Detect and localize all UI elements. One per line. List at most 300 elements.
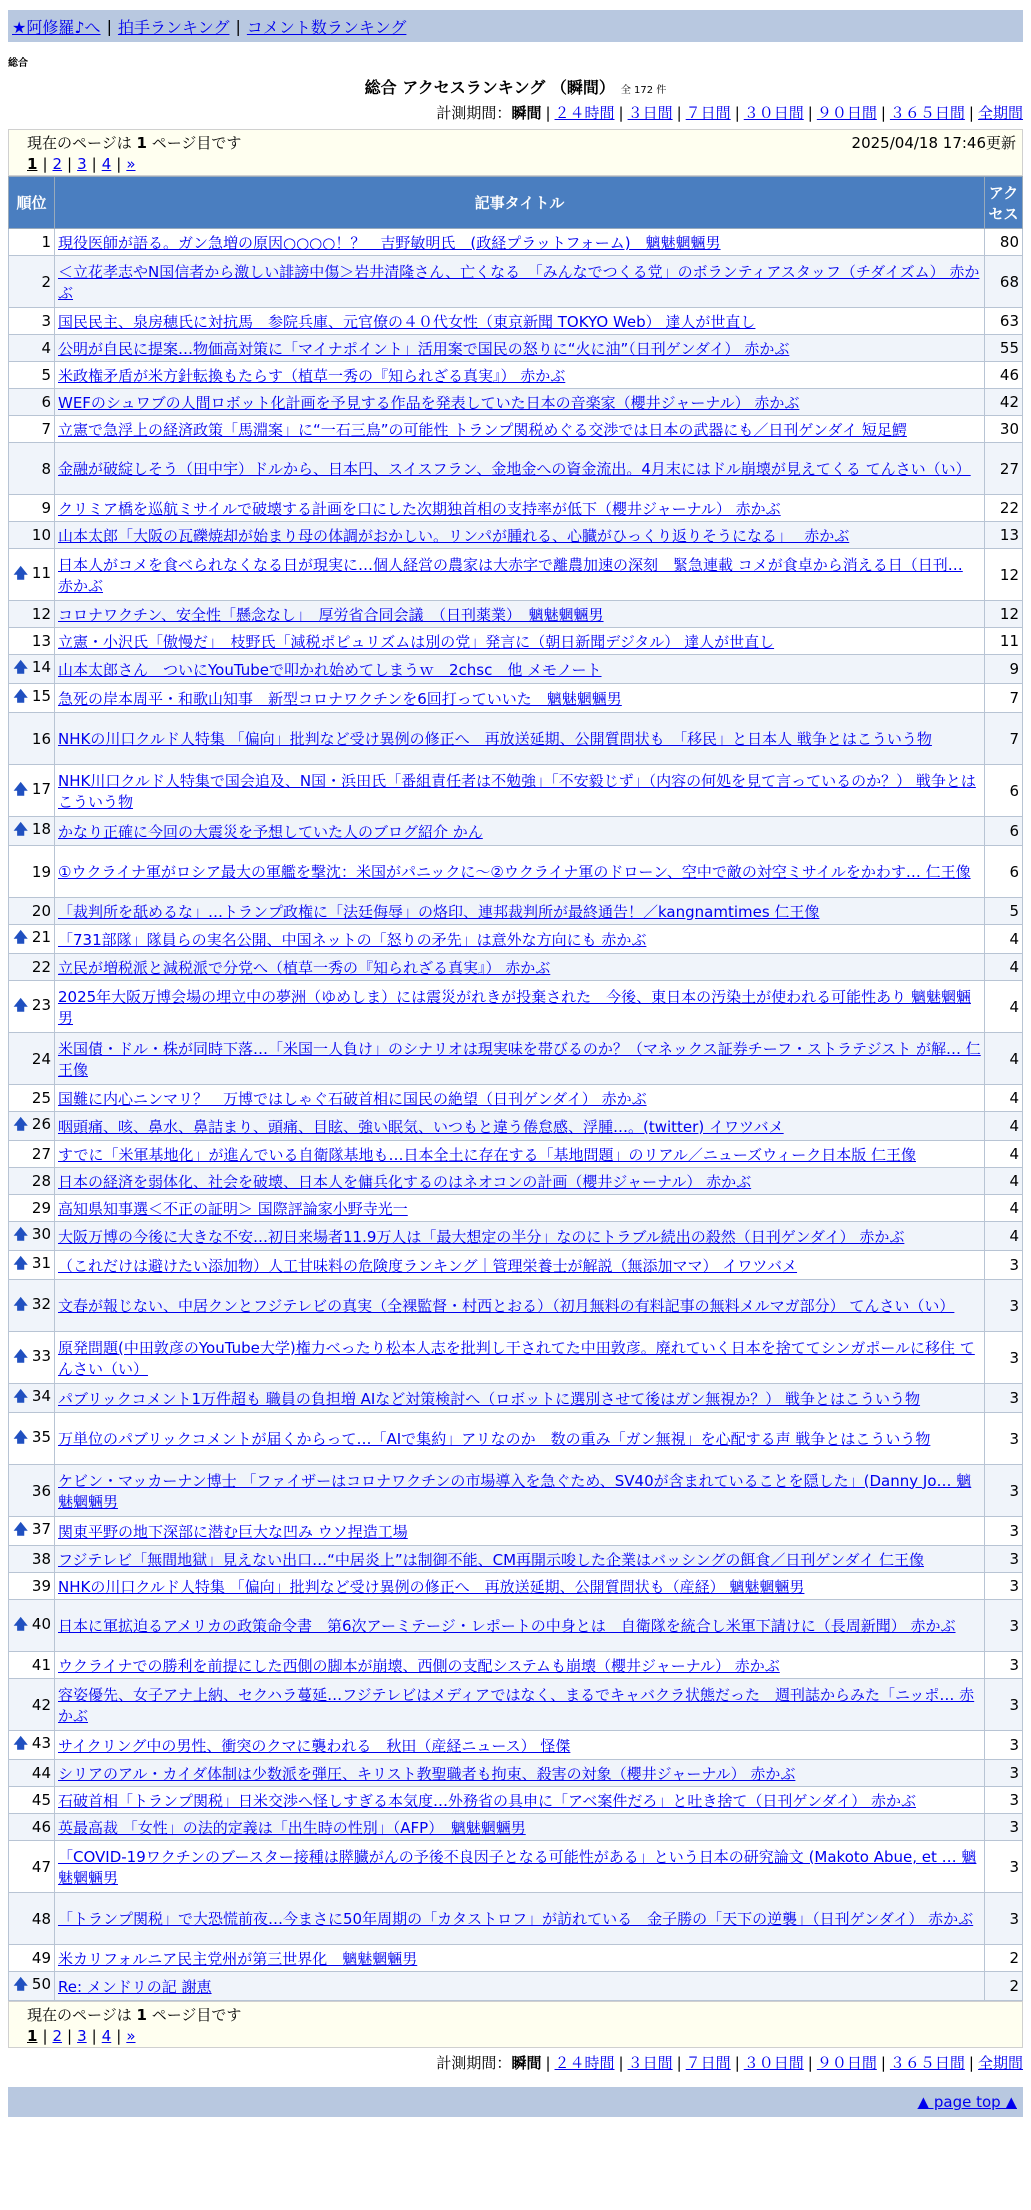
title-cell (55, 229, 985, 256)
nav-separator: | (106, 16, 112, 36)
rank-cell (9, 898, 55, 925)
title-cell (55, 846, 985, 898)
table-row (9, 1679, 1023, 1731)
rank-cell (9, 549, 55, 601)
home-link[interactable]: ★阿修羅♪へ (12, 17, 101, 37)
article-link[interactable]: 立憲で急浮上の経済政策「馬淵案」に“一石三鳥”の可能性 トランプ関税めぐる交渉では日本の武器にも／日刊ゲンダイ 短足鰐 (58, 420, 907, 439)
article-link[interactable]: 米政権矛盾が米方針転換もたらす（植草一秀の『知られざる真実』） 赤かぶ (58, 366, 566, 385)
rank-number: 40 (31, 1614, 51, 1633)
period-label: 計測期間： (436, 104, 512, 122)
rank-number: 17 (31, 779, 51, 798)
rank-cell (9, 1787, 55, 1814)
rank-number: 32 (31, 1294, 51, 1313)
pager-text: 現在のページは (27, 134, 137, 152)
access-count: 4 (985, 1141, 1023, 1168)
rank-cell (9, 1573, 55, 1600)
access-count: 68 (985, 256, 1023, 308)
article-link[interactable]: 立憲・小沢氏「傲慢だ」 枝野氏「減税ポピュリズムは別の党」発言に（朝日新聞デジタル） 達人が世直し (58, 632, 775, 651)
title-cell (55, 817, 985, 846)
access-count: 3 (985, 1787, 1023, 1814)
access-count: 3 (985, 1546, 1023, 1573)
rank-number: 29 (31, 1199, 51, 1217)
rank-cell (9, 1112, 55, 1141)
up-arrow-icon: 🡅 (13, 1429, 28, 1446)
article-link[interactable]: 国難に内心ニンマリ？ 万博ではしゃぐ石破首相に国民の絶望（日刊ゲンダイ） 赤かぶ (58, 1089, 647, 1108)
table-row (9, 1465, 1023, 1517)
article-link[interactable]: 急死の岸本周平・和歌山知事 新型コロナワクチンを6回打っていいた 魑魅魍魎男 (58, 689, 622, 708)
table-row (9, 1112, 1023, 1141)
table-row (9, 1384, 1023, 1413)
title-cell (55, 1945, 985, 1972)
access-count: 42 (985, 389, 1023, 416)
table-row (9, 308, 1023, 335)
article-link[interactable]: 英最高裁 「女性」の法的定義は「出生時の性別」（AFP） 魑魅魍魎男 (58, 1818, 526, 1837)
title-cell (55, 1251, 985, 1280)
rank-number: 10 (31, 526, 51, 544)
period-link[interactable]: ９０日間 (816, 2054, 877, 2072)
up-arrow-icon: 🡅 (13, 822, 28, 838)
access-count: 3 (985, 1280, 1023, 1332)
period-link[interactable]: ７日間 (685, 104, 731, 122)
page-top-link[interactable]: ▲ page top ▲ (917, 2093, 1017, 2111)
section-label: 総合 (8, 58, 28, 69)
rank-cell (9, 522, 55, 549)
page-separator: | (116, 2027, 122, 2045)
comment-ranking-link[interactable]: コメント数ランキング (246, 17, 407, 37)
title-cell (55, 1384, 985, 1413)
article-link[interactable]: 万単位のパブリックコメントが届くからって…「AIで集約」アリなのか 数の重み「ガン無視」を心配する声 戦争とはこういう物 (58, 1430, 931, 1448)
period-separator: | (880, 2054, 886, 2072)
pager-status (27, 2004, 241, 2025)
rank-number: 46 (31, 1818, 51, 1836)
title-cell (55, 1679, 985, 1731)
rank-number: 25 (31, 1089, 51, 1107)
pager-text: ページ目です (146, 134, 242, 152)
article-link[interactable]: 高知県知事選＜不正の証明＞ 国際評論家小野寺光一 (58, 1199, 408, 1218)
table-row (9, 1413, 1023, 1465)
title-cell (55, 1652, 985, 1679)
table-row (9, 981, 1023, 1033)
rank-cell (9, 256, 55, 308)
period-link[interactable]: ３日間 (627, 104, 673, 122)
article-link[interactable]: パブリックコメント1万件超も 職員の負担増 AIなど対策検討へ（ロボットに選別させて後はガン無視か？） 戦争とはこういう物 (58, 1389, 921, 1408)
article-link[interactable]: 「COVID-19ワクチンのブースター接種は膵臓がんの予後不良因子となる可能性がある」という日本の研究論文 (Makoto Abue, et … 魑魅魍魎男 (58, 1847, 977, 1887)
table-row (9, 1600, 1023, 1652)
article-link[interactable]: 大阪万博の今後に大きな不安…初日来場者11.9万人は「最大想定の半分」なのにトラブル続出の殺然（日刊ゲンダイ） 赤かぶ (58, 1227, 905, 1246)
access-header: アクセス (985, 177, 1023, 229)
page-separator: | (91, 155, 97, 173)
article-link[interactable]: 咽頭痛、咳、鼻水、鼻詰まり、頭痛、目眩、強い眠気、いつもと違う倦怠感、浮腫…。(twitter) イワツバメ (58, 1117, 784, 1136)
period-link[interactable]: ３日間 (627, 2054, 673, 2072)
rank-number: 44 (31, 1764, 51, 1782)
pager-box (8, 129, 1023, 176)
period-separator: | (807, 2054, 813, 2072)
rank-cell (9, 1760, 55, 1787)
pager-text: 現在のページは (27, 2006, 137, 2024)
article-link[interactable]: コロナワクチン、安全性「懸念なし」 厚労省合同会議 （日刊薬業） 魑魅魍魎男 (58, 605, 604, 624)
access-count: 63 (985, 308, 1023, 335)
title-cell (55, 1731, 985, 1760)
period-link[interactable]: ３６５日間 (889, 104, 965, 122)
table-row (9, 628, 1023, 655)
table-row (9, 1195, 1023, 1222)
rank-cell (9, 1195, 55, 1222)
rank-number: 5 (41, 366, 51, 384)
title-cell (55, 1465, 985, 1517)
article-link[interactable]: ＜立花孝志やN国信者から激しい誹謗中傷＞岩井清隆さん、亡くなる 「みんなでつくる党」のボランティアスタッフ（チダイズム） 赤かぶ (58, 262, 980, 302)
period-link[interactable]: ３６５日間 (889, 2054, 965, 2072)
article-link[interactable]: 公明が自民に提案…物価高対策に「マイナポイント」活用案で国民の怒りに“火に油”（日刊ゲンダイ） 赤かぶ (58, 339, 790, 358)
up-arrow-icon: 🡅 (13, 689, 28, 705)
access-count: 3 (985, 1841, 1023, 1893)
access-count: 3 (985, 1465, 1023, 1517)
title-cell (55, 1546, 985, 1573)
rank-cell (9, 1893, 55, 1945)
title-cell (55, 308, 985, 335)
table-row (9, 256, 1023, 308)
period-separator: | (545, 104, 551, 122)
rank-number: 36 (31, 1481, 51, 1500)
rank-number: 38 (31, 1550, 51, 1568)
period-link[interactable]: ２４時間 (554, 2054, 615, 2072)
table-row (9, 389, 1023, 416)
article-link[interactable]: Re: メンドリの記 謝恵 (58, 1977, 212, 1996)
title-cell (55, 1332, 985, 1384)
period-separator: | (545, 2054, 551, 2072)
rank-cell (9, 389, 55, 416)
article-link[interactable]: 「トランプ関税」で大恐慌前夜…今まさに50年周期の「カタストロフ」が訪れている 金子勝の「天下の逆襲」（日刊ゲンダイ） 赤かぶ (58, 1910, 974, 1928)
rank-cell (9, 1413, 55, 1465)
rank-cell (9, 601, 55, 628)
access-count: 4 (985, 1168, 1023, 1195)
rank-cell (9, 817, 55, 846)
page-separator: | (116, 155, 122, 173)
access-count: 3 (985, 1814, 1023, 1841)
article-link[interactable]: 文春が報じない、中居クンとフジテレビの真実（全裸監督・村西とおる）（初月無料の有料記事の無料メルマガ部分） てんさい（い） (58, 1297, 955, 1315)
article-link[interactable]: 米国債・ドル・株が同時下落…「米国一人負け」のシナリオは現実味を帯びるのか？（マネックス証券チーフ・ストラテジスト が解… 仁王像 (58, 1039, 981, 1079)
article-link[interactable]: WEFのシュワブの人間ロボット化計画を予見する作品を発表していた日本の音楽家（櫻井ジャーナル） 赤かぶ (58, 393, 800, 412)
access-count: 6 (985, 846, 1023, 898)
up-arrow-icon: 🡅 (13, 1348, 28, 1365)
title-cell (55, 443, 985, 495)
rank-cell (9, 1972, 55, 2001)
access-count: 7 (985, 684, 1023, 713)
rank-cell (9, 495, 55, 522)
rank-number: 24 (31, 1049, 51, 1068)
article-link[interactable]: 日本人がコメを食べられなくなる日が現実に…個人経営の農家は大赤字で離農加速の深刻 緊急連載 コメが食卓から消える日（日刊… 赤かぶ (58, 555, 963, 595)
rank-number: 6 (41, 393, 51, 411)
total-count: 全 172 件 (620, 85, 667, 96)
article-link[interactable]: 関東平野の地下深部に潜む巨大な凹み ウソ捏造工場 (58, 1522, 408, 1541)
article-link[interactable]: クリミア橋を巡航ミサイルで破壊する計画を口にした次期独首相の支持率が低下（櫻井ジャーナル） 赤かぶ (58, 499, 781, 518)
clap-ranking-link[interactable]: 拍手ランキング (117, 17, 230, 37)
page-title (8, 75, 1023, 98)
period-link[interactable]: ３０日間 (743, 2054, 804, 2072)
rank-number: 12 (31, 605, 51, 623)
title-cell (55, 1195, 985, 1222)
article-link[interactable]: ケビン・マッカーナン博士 「ファイザーはコロナワクチンの市場導入を急ぐため、SV40が含まれていることを隠した」(Danny Jo… 魑魅魍魎男 (58, 1471, 972, 1511)
rank-number: 39 (31, 1577, 51, 1595)
period-separator: | (676, 104, 682, 122)
access-count: 80 (985, 229, 1023, 256)
rank-number: 23 (31, 995, 51, 1014)
title-header: 記事タイトル (55, 177, 985, 229)
title-cell (55, 765, 985, 817)
up-arrow-icon: 🡅 (13, 565, 28, 582)
title-cell (55, 981, 985, 1033)
access-count: 6 (985, 765, 1023, 817)
access-count: 6 (985, 817, 1023, 846)
rank-header: 順位 (9, 177, 55, 229)
period-label: 計測期間： (436, 2054, 512, 2072)
pager-status-row (27, 132, 1016, 153)
article-link[interactable]: 2025年大阪万博会場の埋立中の夢洲（ゆめしま）には震災がれきが投棄された 今後、東日本の汚染土が使われる可能性あり 魑魅魍魎男 (58, 987, 971, 1027)
article-link[interactable]: かなり正確に今回の大震災を予想していた人のブログ紹介 かん (58, 822, 483, 841)
table-row (9, 765, 1023, 817)
rank-number: 21 (31, 928, 51, 946)
article-link[interactable]: ウクライナでの勝利を前提にした西側の脚本が崩壊、西側の支配システムも崩壊（櫻井ジャーナル） 赤かぶ (58, 1656, 780, 1675)
title-cell (55, 1573, 985, 1600)
period-link[interactable]: ３０日間 (743, 104, 804, 122)
article-link[interactable]: ①ウクライナ軍がロシア最大の軍艦を撃沈：米国がパニックに～②ウクライナ軍のドローン、空中で敵の対空ミサイルをかわす… 仁王像 (58, 863, 971, 881)
rank-number: 15 (31, 687, 51, 705)
rank-cell (9, 229, 55, 256)
access-count: 2 (985, 1945, 1023, 1972)
article-link[interactable]: 山本太郎「大阪の瓦礫焼却が始まり母の体調がおかしい。リンパが腫れる、心臓がひっくり返りそうになる」 赤かぶ (58, 526, 850, 545)
access-count: 7 (985, 713, 1023, 765)
title-cell (55, 1517, 985, 1546)
table-row (9, 655, 1023, 684)
updated-timestamp: 2025/04/18 17:46更新 (851, 134, 1016, 152)
table-row (9, 1168, 1023, 1195)
title-cell (55, 362, 985, 389)
access-count: 2 (985, 1972, 1023, 2001)
article-link[interactable]: 容姿優先、女子アナ上納、セクハラ蔓延…フジテレビはメディアではなく、まるでキャバクラ状態だった 週刊誌からみた「ニッポ… 赤かぶ (58, 1685, 975, 1725)
table-row (9, 1760, 1023, 1787)
rank-cell (9, 1168, 55, 1195)
rank-number: 35 (31, 1427, 51, 1446)
rank-number: 27 (31, 1145, 51, 1163)
page-separator: | (42, 2027, 48, 2045)
article-link[interactable]: （これだけは避けたい添加物）人工甘味料の危険度ランキング｜管理栄養士が解説（無添加ママ） イワツバメ (58, 1256, 798, 1275)
page-link[interactable]: 3 (77, 155, 87, 173)
period-separator: | (968, 2054, 974, 2072)
access-count: 4 (985, 954, 1023, 981)
article-link[interactable]: 石破首相「トランプ関税」日米交渉へ怪しすぎる本気度…外務省の具申に「アベ案件だろ」と吐き捨て（日刊ゲンダイ） 赤かぶ (58, 1791, 916, 1810)
rank-number: 9 (41, 499, 51, 517)
table-row (9, 846, 1023, 898)
nav-separator: | (235, 16, 241, 36)
table-row (9, 684, 1023, 713)
title-cell (55, 335, 985, 362)
page-separator: | (67, 155, 73, 173)
next-page-link[interactable]: » (126, 155, 136, 173)
access-count: 3 (985, 1517, 1023, 1546)
rank-number: 43 (31, 1734, 51, 1752)
article-link[interactable]: 山本太郎さん ついにYouTubeで叩かれ始めてしまうｗ 2chsc 他 メモノート (58, 660, 602, 679)
rank-number: 22 (31, 958, 51, 976)
period-separator: | (676, 2054, 682, 2072)
title-cell (55, 1168, 985, 1195)
pager-current-page: 1 (136, 134, 147, 152)
table-row (9, 1141, 1023, 1168)
rank-number: 8 (41, 459, 51, 478)
title-cell (55, 1841, 985, 1893)
rank-number: 47 (31, 1857, 51, 1876)
article-link[interactable]: 原発問題(中田敦彦のYouTube大学)権力べったり松本人志を批判し干されてた中田敦彦。廃れていく日本を捨ててシンガポールに移住 てんさい（い） (58, 1338, 975, 1378)
access-count: 4 (985, 925, 1023, 954)
title-cell (55, 495, 985, 522)
article-link[interactable]: 国民民主、泉房穂氏に対抗馬 参院兵庫、元官僚の４０代女性（東京新聞 TOKYO Web） 達人が世直し (58, 312, 756, 331)
period-link[interactable]: ９０日間 (816, 104, 877, 122)
pager-current-page: 1 (136, 2006, 147, 2024)
access-count: 4 (985, 1085, 1023, 1112)
rank-cell (9, 1945, 55, 1972)
rank-cell (9, 1600, 55, 1652)
article-link[interactable]: NHKの川口クルド人特集 「偏向」批判など受け異例の修正へ 再放送延期、公開質問状も（産経） 魑魅魍魎男 (58, 1577, 805, 1596)
article-link[interactable]: 米カリフォルニア民主党州が第三世界化 魑魅魍魎男 (58, 1949, 418, 1968)
period-separator: | (618, 104, 624, 122)
table-row (9, 495, 1023, 522)
period-link[interactable]: 全期間 (977, 2054, 1023, 2072)
rank-cell (9, 713, 55, 765)
title-cell (55, 1814, 985, 1841)
period-separator: | (734, 104, 740, 122)
article-link[interactable]: NHK川口クルド人特集で国会追及、N国・浜田氏「番組責任者は不勉強」「不安毅じず」（内容の何処を見て言っているのか？） 戦争とはこういう物 (58, 771, 976, 811)
title-cell (55, 601, 985, 628)
page-link[interactable]: 2 (52, 155, 63, 173)
table-row (9, 1731, 1023, 1760)
up-arrow-icon: 🡅 (13, 1977, 28, 1993)
article-link[interactable]: フジテレビ「無間地獄」見えない出口…“中居炎上”は制御不能、CM再開示唆した企業はバッシングの餌食／日刊ゲンダイ 仁王像 (58, 1550, 924, 1569)
rank-number: 14 (31, 658, 51, 676)
rank-number: 45 (31, 1791, 51, 1809)
table-row (9, 713, 1023, 765)
rank-cell (9, 846, 55, 898)
table-row (9, 443, 1023, 495)
title-cell (55, 1112, 985, 1141)
access-count: 46 (985, 362, 1023, 389)
table-row (9, 362, 1023, 389)
page-link[interactable]: 3 (77, 2027, 87, 2045)
article-link[interactable]: 「裁判所を舐めるな」…トランプ政権に「法廷侮辱」の烙印、連邦裁判所が最終通告！／kangnamtimes 仁王像 (58, 902, 820, 921)
rank-number: 16 (31, 729, 51, 748)
rank-number: 19 (31, 862, 51, 881)
table-row (9, 954, 1023, 981)
pagination (27, 2027, 1016, 2045)
page-link[interactable]: 2 (52, 2027, 63, 2045)
article-link[interactable]: サイクリング中の男性、衝突のクマに襲われる 秋田（産経ニュース） 怪傑 (58, 1736, 571, 1755)
top-nav-bar (8, 10, 1023, 42)
page-link[interactable]: 4 (101, 155, 112, 173)
pager-text: ページ目です (146, 2006, 242, 2024)
access-count: 12 (985, 549, 1023, 601)
pager-status-row (27, 2004, 1016, 2025)
table-row (9, 1033, 1023, 1085)
rank-cell (9, 765, 55, 817)
article-link[interactable]: NHKの川口クルド人特集 「偏向」批判など受け異例の修正へ 再放送延期、公開質問状も 「移民」と日本人 戦争とはこういう物 (58, 730, 932, 748)
title-cell (55, 898, 985, 925)
period-current: 瞬間 (511, 2054, 542, 2072)
period-link[interactable]: ２４時間 (554, 104, 615, 122)
rank-cell (9, 335, 55, 362)
page-separator: | (42, 155, 48, 173)
article-link[interactable]: 日本の経済を弱体化、社会を破壊、日本人を傭兵化するのはネオコンの計画（櫻井ジャーナル） 赤かぶ (58, 1172, 752, 1191)
title-cell (55, 684, 985, 713)
table-row (9, 1546, 1023, 1573)
title-cell (55, 256, 985, 308)
period-link[interactable]: 全期間 (977, 104, 1023, 122)
rank-cell (9, 1384, 55, 1413)
rank-number: 34 (31, 1387, 51, 1405)
table-row (9, 1841, 1023, 1893)
title-cell (55, 628, 985, 655)
rank-number: 41 (31, 1656, 51, 1674)
page-link[interactable]: 4 (101, 2027, 112, 2045)
access-count: 3 (985, 1384, 1023, 1413)
period-link[interactable]: ７日間 (685, 2054, 731, 2072)
rank-number: 13 (31, 632, 51, 650)
table-row (9, 1945, 1023, 1972)
rank-number: 4 (41, 339, 51, 357)
title-cell (55, 655, 985, 684)
rank-cell (9, 308, 55, 335)
up-arrow-icon: 🡅 (13, 781, 28, 798)
rank-cell (9, 925, 55, 954)
table-row (9, 601, 1023, 628)
table-row (9, 549, 1023, 601)
title-cell (55, 1893, 985, 1945)
article-link[interactable]: 金融が破綻しそう（田中宇）ドルから、日本円、スイスフラン、金地金への資金流出。4月末にはドル崩壊が見えてくる てんさい（い） (58, 460, 971, 478)
rank-number: 37 (31, 1520, 51, 1538)
rank-cell (9, 655, 55, 684)
access-count: 3 (985, 1413, 1023, 1465)
rank-number: 50 (31, 1975, 51, 1993)
up-arrow-icon: 🡅 (13, 1389, 28, 1405)
rank-cell (9, 1085, 55, 1112)
article-link[interactable]: 日本に軍拡迫るアメリカの政策命令書 第6次アーミテージ・レポートの中身とは 自衛隊を統合し米軍下請けに（長周新聞） 赤かぶ (58, 1617, 956, 1635)
period-separator: | (734, 2054, 740, 2072)
access-count: 12 (985, 601, 1023, 628)
period-selector (8, 102, 1023, 123)
rank-cell (9, 416, 55, 443)
rank-number: 28 (31, 1172, 51, 1190)
access-count: 5 (985, 898, 1023, 925)
rank-cell (9, 1546, 55, 1573)
title-cell (55, 522, 985, 549)
article-link[interactable]: すでに「米軍基地化」が進んでいる自衛隊基地も…日本全土に存在する「基地問題」のリアル／ニューズウィーク日本版 仁王像 (58, 1145, 916, 1164)
pager-box-bottom (8, 2001, 1023, 2048)
access-count: 55 (985, 335, 1023, 362)
ranking-title: 総合 アクセスランキング （瞬間） (364, 78, 615, 97)
title-cell (55, 1972, 985, 2001)
title-cell (55, 549, 985, 601)
access-count: 9 (985, 655, 1023, 684)
article-link[interactable]: 「731部隊」隊員らの実名公開、中国ネットの「怒りの矛先」は意外な方向にも 赤かぶ (58, 930, 647, 949)
next-page-link[interactable]: » (126, 2027, 136, 2045)
page-number-current: 1 (27, 2027, 38, 2045)
rank-number: 11 (31, 563, 51, 582)
page-separator: | (67, 2027, 73, 2045)
article-link[interactable]: 現役医師が語る。ガン急増の原因○○○○！？ 吉野敏明氏 (政経プラットフォーム) 魑魅魍魎男 (58, 233, 721, 252)
rank-cell (9, 443, 55, 495)
article-link[interactable]: 立民が増税派と減税派で分党へ（植草一秀の『知られざる真実』） 赤かぶ (58, 958, 551, 977)
article-link[interactable]: シリアのアル・カイダ体制は少数派を弾圧、キリスト教聖職者も拘束、殺害の対象（櫻井ジャーナル） 赤かぶ (58, 1764, 796, 1783)
rank-cell (9, 628, 55, 655)
title-cell (55, 1280, 985, 1332)
title-cell (55, 925, 985, 954)
rank-number: 26 (31, 1115, 51, 1133)
